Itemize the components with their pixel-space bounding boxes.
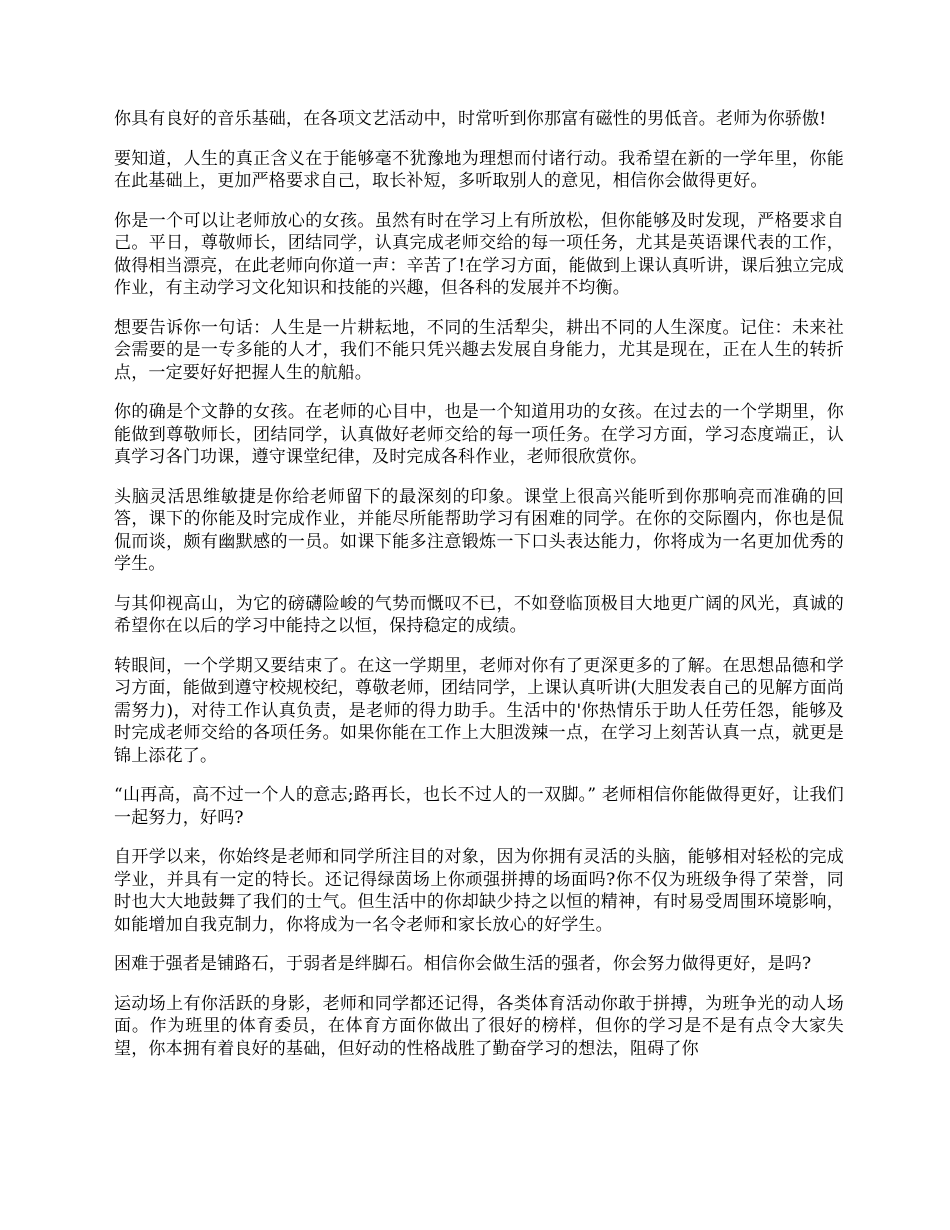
paragraph-5: 你的确是个文静的女孩。在老师的心目中，也是一个知道用功的女孩。在过去的一个学期里，你能做到尊敬师长，团结同学，认真做好老师交给的每一项任务。在学习方面，学习态度端正，认真学习各门功课，遵守课堂纪律，及时完成各科作业，老师很欣赏你。 xyxy=(114,402,844,467)
paragraph-6: 头脑灵活思维敏捷是你给老师留下的最深刻的印象。课堂上很高兴能听到你那响亮而准确的回答，课下的你能及时完成作业，并能尽所能帮助学习有困难的同学。在你的交际圈内，你也是侃侃而谈，颇有幽默感的一员。如课下能多注意锻炼一下口头表达能力，你将成为一名更加优秀的学生。 xyxy=(114,486,844,574)
paragraph-9: “山再高，高不过一个人的意志;路再长，也长不过人的一双脚。” 老师相信你能做得更好，让我们一起努力，好吗? xyxy=(114,785,844,828)
paragraph-7: 与其仰视高山，为它的磅礴险峻的气势而慨叹不已，不如登临顶极目大地更广阔的风光，真诚的希望你在以后的学习中能持之以恒，保持稳定的成绩。 xyxy=(114,593,844,636)
paragraph-10: 自开学以来，你始终是老师和同学所注目的对象，因为你拥有灵活的头脑，能够相对轻松的完成学业，并具有一定的特长。还记得绿茵场上你顽强拼搏的场面吗?你不仅为班级争得了荣誉，同时也大大地鼓舞了我们的士气。但生活中的你却缺少持之以恒的精神，有时易受周围环境影响，如能增加自我克制力，你将成为一名令老师和家长放心的好学生。 xyxy=(114,847,844,935)
paragraph-12: 运动场上有你活跃的身影，老师和同学都还记得，各类体育活动你敢于拼搏，为班争光的动人场面。作为班里的体育委员，在体育方面你做出了很好的榜样，但你的学习是不是有点令大家失望，你本拥有着良好的基础，但好动的性格战胜了勤奋学习的想法，阻碍了你 xyxy=(114,993,844,1059)
document-page xyxy=(114,108,844,1077)
paragraph-2: 要知道，人生的真正含义在于能够毫不犹豫地为理想而付诸行动。我希望在新的一学年里，你能在此基础上，更加严格要求自己，取长补短，多听取别人的意见，相信你会做得更好。 xyxy=(114,148,844,191)
paragraph-3: 你是一个可以让老师放心的女孩。虽然有时在学习上有所放松，但你能够及时发现，严格要求自己。平日，尊敬师长，团结同学，认真完成老师交给的每一项任务，尤其是英语课代表的工作，做得相当漂亮，在此老师向你道一声：辛苦了!在学习方面，能做到上课认真听讲，课后独立完成作业，有主动学习文化知识和技能的兴趣，但各科的发展并不均衡。 xyxy=(114,210,844,298)
paragraph-4: 想要告诉你一句话：人生是一片耕耘地，不同的生活犁尖，耕出不同的人生深度。记住：未来社会需要的是一专多能的人才，我们不能只凭兴趣去发展自身能力，尤其是现在，正在人生的转折点，一定要好好把握人生的航船。 xyxy=(114,317,844,383)
paragraph-8: 转眼间，一个学期又要结束了。在这一学期里，老师对你有了更深更多的了解。在思想品德和学习方面，能做到遵守校规校纪，尊敬老师，团结同学，上课认真听讲(大胆发表自己的见解方面尚需努力)，对待工作认真负责，是老师的得力助手。生活中的'你热情乐于助人任劳任怨，能够及时完成老师交给的各项任务。如果你能在工作上大胆泼辣一点，在学习上刻苦认真一点，就更是锦上添花了。 xyxy=(114,655,844,766)
paragraph-1: 你具有良好的音乐基础，在各项文艺活动中，时常听到你那富有磁性的男低音。老师为你骄傲! xyxy=(114,109,827,129)
paragraph-11: 困难于强者是铺路石，于弱者是绊脚石。相信你会做生活的强者，你会努力做得更好，是吗? xyxy=(114,954,812,974)
